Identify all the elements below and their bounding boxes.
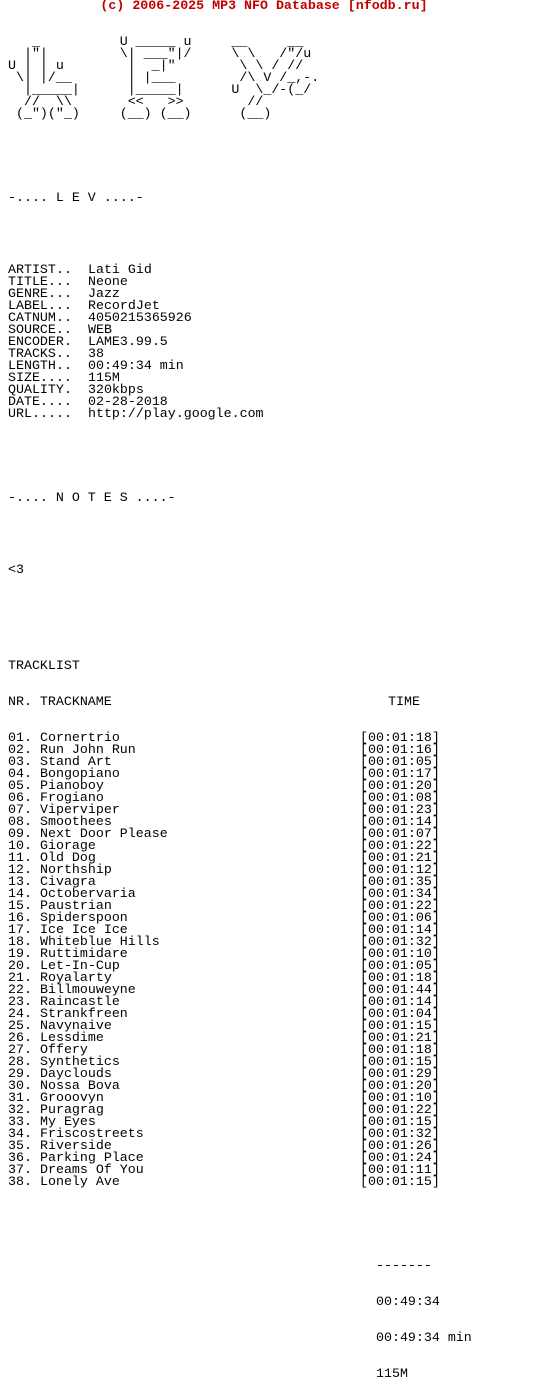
track-time: [00:01:32] — [360, 1126, 440, 1141]
track-time: [00:01:06] — [360, 910, 440, 925]
totals-time: 00:49:34 — [376, 1294, 440, 1309]
track-time: [00:01:21] — [360, 1030, 440, 1045]
track-row — [8, 1056, 472, 1068]
track-name: Frogiano — [40, 790, 104, 805]
track-number: 20. — [8, 958, 32, 973]
track-number: 28. — [8, 1054, 32, 1069]
info-row — [8, 408, 472, 420]
track-number: 23. — [8, 994, 32, 1009]
track-name: Stand Art — [40, 754, 112, 769]
lev-section-title: -.... L E V ....- — [8, 190, 144, 205]
track-number: 01. — [8, 730, 32, 745]
track-time: [00:01:20] — [360, 1078, 440, 1093]
track-row — [8, 1116, 472, 1128]
track-number: 22. — [8, 982, 32, 997]
track-time: [00:01:22] — [360, 898, 440, 913]
track-number: 32. — [8, 1102, 32, 1117]
info-value: 4050215365926 — [87, 310, 192, 325]
info-label: CATNUM.. — [8, 310, 72, 325]
track-name: Bongopiano — [40, 766, 120, 781]
track-name: Billmouweyne — [40, 982, 136, 997]
track-number: 02. — [8, 742, 32, 757]
track-time: [00:01:15] — [360, 1114, 440, 1129]
info-row — [8, 276, 472, 288]
track-name: Strankfreen — [40, 1006, 128, 1021]
track-name: Puragrag — [40, 1102, 104, 1117]
track-number: 37. — [8, 1162, 32, 1177]
track-number: 03. — [8, 754, 32, 769]
track-name: Northship — [40, 862, 112, 877]
info-value: LAME3.99.5 — [87, 334, 168, 349]
track-name: Nossa Bova — [40, 1078, 120, 1093]
track-time: [00:01:18] — [360, 1042, 440, 1057]
track-number: 35. — [8, 1138, 32, 1153]
track-number: 05. — [8, 778, 32, 793]
info-value: 00:49:34 min — [87, 358, 184, 373]
track-number: 34. — [8, 1126, 32, 1141]
track-number: 31. — [8, 1090, 32, 1105]
info-label: LABEL... — [8, 298, 72, 313]
info-row — [8, 372, 472, 384]
track-name: Pianoboy — [40, 778, 104, 793]
track-time: [00:01:14] — [360, 814, 440, 829]
track-time: [00:01:26] — [360, 1138, 440, 1153]
track-time: [00:01:24] — [360, 1150, 440, 1165]
info-row — [8, 336, 472, 348]
info-row — [8, 312, 472, 324]
track-name: Offery — [40, 1042, 88, 1057]
track-name: Synthetics — [40, 1054, 120, 1069]
tracklist — [8, 732, 472, 1188]
track-time: [00:01:08] — [360, 790, 440, 805]
track-name: Next Door Please — [40, 826, 168, 841]
info-row — [8, 360, 472, 372]
track-name: Paustrian — [40, 898, 112, 913]
info-value: RecordJet — [87, 298, 160, 313]
track-number: 13. — [8, 874, 32, 889]
info-value: WEB — [87, 322, 112, 337]
track-number: 36. — [8, 1150, 32, 1165]
track-name: My Eyes — [40, 1114, 96, 1129]
track-time: [00:01:14] — [360, 994, 440, 1009]
track-name: Whiteblue Hills — [40, 934, 160, 949]
ascii-art-line: // \\ << >> // — [8, 94, 264, 109]
track-time: [00:01:32] — [360, 934, 440, 949]
track-name: Viperviper — [40, 802, 120, 817]
info-label: URL..... — [8, 406, 72, 421]
info-label: GENRE... — [8, 286, 72, 301]
track-number: 10. — [8, 838, 32, 853]
track-name: Riverside — [40, 1138, 112, 1153]
track-name: Civagra — [40, 874, 96, 889]
track-time: [00:01:44] — [360, 982, 440, 997]
info-row — [8, 288, 472, 300]
tracklist-title: TRACKLIST — [8, 658, 80, 673]
track-number: 15. — [8, 898, 32, 913]
totals-time-min: 00:49:34 min — [376, 1330, 472, 1345]
info-value: 320kbps — [87, 382, 144, 397]
info-row — [8, 348, 472, 360]
track-time: [00:01:18] — [360, 730, 440, 745]
track-name: Dayclouds — [40, 1066, 112, 1081]
track-time: [00:01:16] — [360, 742, 440, 757]
ascii-art-line: (_")("_) (__) (__) (__) — [8, 106, 272, 121]
track-number: 25. — [8, 1018, 32, 1033]
ascii-art-line: |"| \| ___"|/ \ \ /"/u — [8, 46, 312, 61]
track-number: 33. — [8, 1114, 32, 1129]
ascii-art-line: \| |/__ | |___ /\ V /_,-. — [8, 70, 320, 85]
track-time: [00:01:22] — [360, 838, 440, 853]
track-row — [8, 1164, 472, 1176]
track-name: Lessdime — [40, 1030, 104, 1045]
info-label: SOURCE.. — [8, 322, 72, 337]
nfodb-banner-link[interactable]: (c) 2006-2025 MP3 NFO Database [nfodb.ru] — [100, 0, 428, 13]
track-name: Dreams Of You — [40, 1162, 144, 1177]
info-row — [8, 300, 472, 312]
info-label: ENCODER. — [8, 334, 72, 349]
track-name: Royalarty — [40, 970, 112, 985]
track-name: Raincastle — [40, 994, 120, 1009]
track-name: Navynaive — [40, 1018, 112, 1033]
track-time: [00:01:05] — [360, 958, 440, 973]
track-time: [00:01:11] — [360, 1162, 440, 1177]
track-name: Friscostreets — [40, 1126, 144, 1141]
info-value: 02-28-2018 — [87, 394, 168, 409]
info-value: Neone — [87, 274, 128, 289]
track-row — [8, 1080, 472, 1092]
tracklist-header — [8, 696, 472, 708]
track-number: 16. — [8, 910, 32, 925]
track-time: [00:01:12] — [360, 862, 440, 877]
track-number: 18. — [8, 934, 32, 949]
track-name: Spiderspoon — [40, 910, 128, 925]
track-number: 17. — [8, 922, 32, 937]
info-label: QUALITY. — [8, 382, 72, 397]
info-label: TITLE... — [8, 274, 72, 289]
track-name: Lonely Ave — [40, 1174, 120, 1189]
info-row — [8, 384, 472, 396]
track-number: 24. — [8, 1006, 32, 1021]
info-value: 38 — [87, 346, 104, 361]
info-label: SIZE.... — [8, 370, 72, 385]
track-time: [00:01:10] — [360, 1090, 440, 1105]
info-value: Jazz — [87, 286, 120, 301]
notes-text: <3 — [8, 562, 24, 577]
notes-section-title: -.... N O T E S ....- — [8, 490, 176, 505]
tracklist-header-name: NR. TRACKNAME — [8, 694, 112, 709]
ascii-art-line: |_____| |_____| U \_/-(_/ — [8, 82, 312, 97]
track-number: 07. — [8, 802, 32, 817]
track-row — [8, 1032, 472, 1044]
track-row — [8, 1044, 472, 1056]
track-number: 27. — [8, 1042, 32, 1057]
track-row — [8, 1104, 472, 1116]
track-time: [00:01:34] — [360, 886, 440, 901]
track-time: [00:01:17] — [360, 766, 440, 781]
track-number: 06. — [8, 790, 32, 805]
track-time: [00:01:35] — [360, 874, 440, 889]
release-info-block — [8, 264, 472, 420]
track-time: [00:01:10] — [360, 946, 440, 961]
track-time: [00:01:14] — [360, 922, 440, 937]
track-row — [8, 1092, 472, 1104]
totals-separator: ------- — [376, 1258, 432, 1273]
track-row — [8, 1008, 472, 1020]
track-time: [00:01:05] — [360, 754, 440, 769]
info-label: TRACKS.. — [8, 346, 72, 361]
track-name: Let-In-Cup — [40, 958, 120, 973]
track-number: 11. — [8, 850, 32, 865]
track-name: Smoothees — [40, 814, 112, 829]
track-number: 26. — [8, 1030, 32, 1045]
track-name: Cornertrio — [40, 730, 120, 745]
track-row — [8, 1128, 472, 1140]
track-row — [8, 1140, 472, 1152]
track-time: [00:01:20] — [360, 778, 440, 793]
track-number: 19. — [8, 946, 32, 961]
info-row — [8, 264, 472, 276]
nfo-document — [8, 12, 472, 1392]
track-row — [8, 1020, 472, 1032]
ascii-art-logo — [8, 36, 472, 120]
track-row — [8, 1176, 472, 1188]
info-value[interactable]: http://play.google.com — [87, 406, 264, 421]
track-time: [00:01:23] — [360, 802, 440, 817]
track-number: 21. — [8, 970, 32, 985]
track-time: [00:01:29] — [360, 1066, 440, 1081]
info-value: Lati Gid — [87, 262, 152, 277]
track-name: Run John Run — [40, 742, 136, 757]
track-time: [00:01:04] — [360, 1006, 440, 1021]
totals-size: 115M — [376, 1366, 408, 1381]
track-name: Old Dog — [40, 850, 96, 865]
track-time: [00:01:15] — [360, 1054, 440, 1069]
track-time: [00:01:15] — [360, 1174, 440, 1189]
track-time: [00:01:21] — [360, 850, 440, 865]
track-name: Ruttimidare — [40, 946, 128, 961]
track-time: [00:01:22] — [360, 1102, 440, 1117]
info-label: LENGTH.. — [8, 358, 72, 373]
track-time: [00:01:18] — [360, 970, 440, 985]
track-number: 30. — [8, 1078, 32, 1093]
track-name: Parking Place — [40, 1150, 144, 1165]
track-number: 09. — [8, 826, 32, 841]
track-number: 12. — [8, 862, 32, 877]
track-time: [00:01:15] — [360, 1018, 440, 1033]
track-time: [00:01:07] — [360, 826, 440, 841]
info-row — [8, 324, 472, 336]
track-name: Giorage — [40, 838, 96, 853]
track-number: 38. — [8, 1174, 32, 1189]
track-name: Grooovyn — [40, 1090, 104, 1105]
info-label: DATE.... — [8, 394, 72, 409]
tracklist-header-time: TIME — [388, 694, 420, 709]
track-number: 04. — [8, 766, 32, 781]
track-number: 14. — [8, 886, 32, 901]
track-row — [8, 1152, 472, 1164]
info-value: 115M — [87, 370, 120, 385]
track-number: 08. — [8, 814, 32, 829]
track-name: Octobervaria — [40, 886, 136, 901]
track-row — [8, 1068, 472, 1080]
info-label: ARTIST.. — [8, 262, 72, 277]
ascii-art-line: _ U _____ u __ __ — [8, 34, 304, 49]
track-number: 29. — [8, 1066, 32, 1081]
track-name: Ice Ice Ice — [40, 922, 128, 937]
ascii-art-line: U | | u | _|" \ \ / // — [8, 58, 304, 73]
